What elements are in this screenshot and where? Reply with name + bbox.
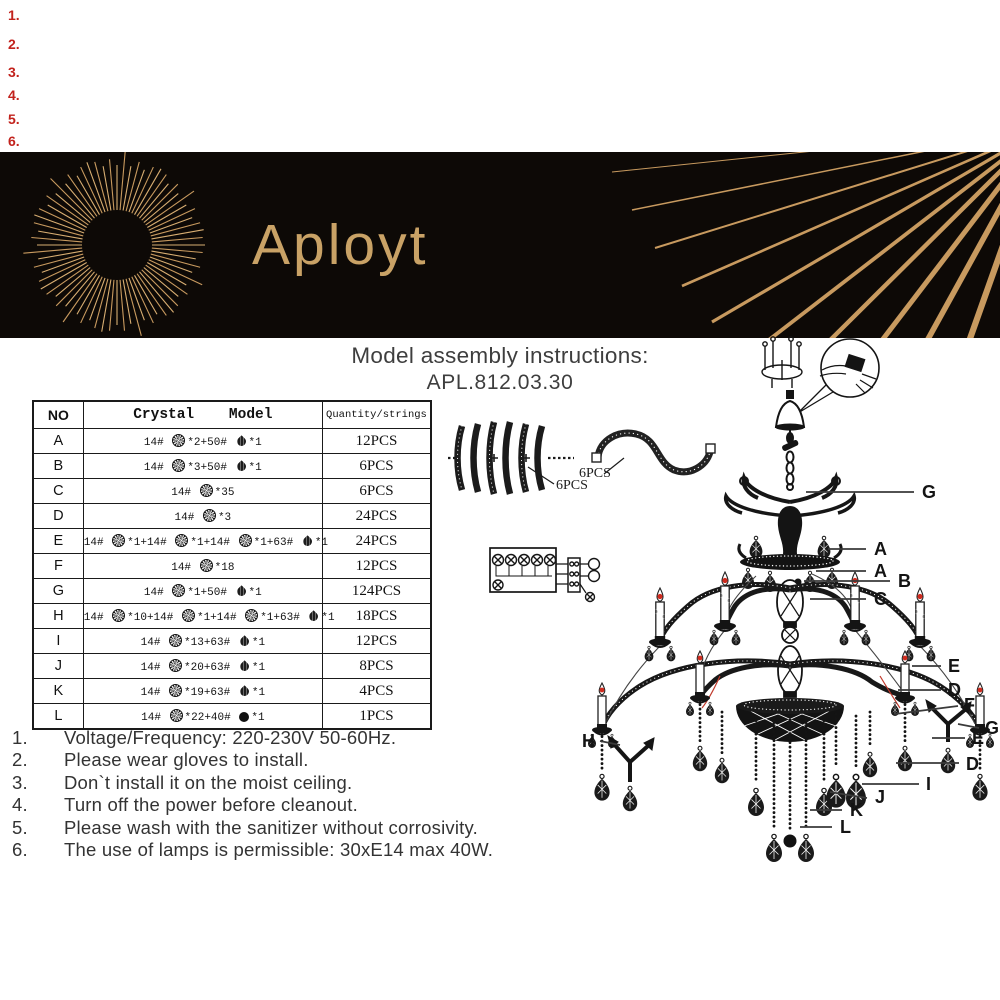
crystal-drop <box>826 774 845 807</box>
brand-wordmark: Aployt <box>252 213 429 277</box>
crystal-drop <box>715 758 729 783</box>
crystal-drop <box>941 748 955 773</box>
faceted-ball-icon <box>203 509 216 522</box>
faceted-ball-icon <box>169 659 182 672</box>
instructions-list <box>8 727 528 861</box>
table-row <box>33 679 431 704</box>
crystal-drop <box>972 774 987 800</box>
crystal-model-formula: 14# *35 <box>83 479 322 504</box>
quantity-cell: 4PCS <box>322 679 431 704</box>
instruction-item <box>8 794 528 816</box>
table-row <box>33 629 431 654</box>
crystal-drop <box>766 834 782 862</box>
ceiling-mount-detail <box>762 337 802 388</box>
row-letter: G <box>33 579 83 604</box>
table-row <box>33 704 431 730</box>
crystal-model-formula: 14# *1+50# *1 <box>83 579 322 604</box>
quantity-cell: 8PCS <box>322 654 431 679</box>
quantity-cell: 6PCS <box>322 454 431 479</box>
instruction-item <box>8 839 528 861</box>
table-row <box>33 554 431 579</box>
faceted-ball-icon <box>169 634 182 647</box>
upper-bobeche-plate <box>740 554 840 570</box>
chandelier-diagram <box>560 330 1000 870</box>
canopy <box>775 390 805 431</box>
chandelier-part-label: I <box>926 774 932 794</box>
top-index-number: 4. <box>8 87 20 103</box>
row-letter: D <box>33 504 83 529</box>
chandelier-part-label: A <box>874 561 887 581</box>
faceted-ball-icon <box>170 709 183 722</box>
faceted-ball-icon <box>172 434 185 447</box>
instruction-text: Please wash with the sanitizer without corrosivity. <box>64 816 478 838</box>
instruction-item <box>8 772 528 794</box>
instruction-number: 5. <box>12 816 28 838</box>
teardrop-crystal-icon <box>308 610 321 623</box>
magnifier-detail <box>798 339 879 413</box>
faceted-ball-icon <box>182 609 195 622</box>
quantity-cell: 1PCS <box>322 704 431 730</box>
header-no: NO <box>33 401 83 429</box>
crystal-model-formula: 14# *1+14# *1+14# *1+63# *1 <box>83 529 322 554</box>
chandelier-part-label: E <box>972 728 985 748</box>
row-letter: L <box>33 704 83 730</box>
instruction-text: Don`t install it on the moist ceiling. <box>64 771 353 793</box>
table-header-row <box>33 401 431 429</box>
instruction-number: 4. <box>12 794 28 816</box>
hanging-chain <box>782 430 799 490</box>
table-row <box>33 479 431 504</box>
table-row <box>33 504 431 529</box>
chandelier-part-label: C <box>874 589 887 609</box>
chandelier-part-label: G <box>985 718 1000 738</box>
crystal-drop <box>898 746 912 771</box>
quantity-cell: 18PCS <box>322 604 431 629</box>
chandelier-part-label: D <box>966 754 979 774</box>
chandelier-part-label: B <box>898 571 911 591</box>
central-column <box>777 580 803 697</box>
teardrop-crystal-icon <box>235 435 248 448</box>
row-letter: F <box>33 554 83 579</box>
s-arm-qty-callout: 6PCS <box>579 466 611 481</box>
bead-strands <box>602 700 980 832</box>
crystal-model-formula: 14# *20+63# *1 <box>83 654 322 679</box>
row-letter: K <box>33 679 83 704</box>
row-letter: A <box>33 429 83 454</box>
faceted-ball-icon <box>112 609 125 622</box>
chandelier-part-label: E <box>948 656 961 676</box>
teardrop-crystal-icon <box>238 635 251 648</box>
crystal-drop <box>623 786 637 811</box>
table-row <box>33 429 431 454</box>
instruction-text: Voltage/Frequency: 220-230V 50-60Hz. <box>64 727 397 748</box>
row-letter: H <box>33 604 83 629</box>
crystal-model-formula: 14# *3+50# *1 <box>83 454 322 479</box>
chandelier-part-label: G <box>922 482 937 502</box>
crystal-drop <box>750 536 763 558</box>
table-row <box>33 454 431 479</box>
row-letter: C <box>33 479 83 504</box>
top-index-number: 3. <box>8 64 20 80</box>
parts-table <box>32 400 432 730</box>
instruction-text: Turn off the power before cleanout. <box>64 794 358 816</box>
top-index-number: 5. <box>8 111 20 127</box>
quantity-cell: 24PCS <box>322 504 431 529</box>
teardrop-crystal-icon <box>238 685 251 698</box>
quantity-cell: 6PCS <box>322 479 431 504</box>
instruction-item <box>8 749 528 771</box>
teardrop-crystal-icon <box>301 535 314 548</box>
top-urn <box>778 506 802 554</box>
crystal-model-formula: 14# *19+63# *1 <box>83 679 322 704</box>
solid-ball-pendant <box>784 835 797 848</box>
top-index-number: 6. <box>8 133 20 149</box>
faceted-ball-icon <box>169 684 182 697</box>
crystal-model-formula: 14# *13+63# *1 <box>83 629 322 654</box>
page-title: Model assembly instructions: <box>351 343 649 368</box>
quantity-cell: 124PCS <box>322 579 431 604</box>
instruction-item <box>8 727 528 749</box>
faceted-ball-icon <box>245 609 258 622</box>
instruction-number: 1. <box>12 727 28 748</box>
crystal-model-formula: 14# *10+14# *1+14# *1+63# *1 <box>83 604 322 629</box>
crystal-drop <box>798 834 814 862</box>
candle <box>891 651 919 716</box>
row-letter: I <box>33 629 83 654</box>
table-row <box>33 579 431 604</box>
faceted-ball-icon <box>200 484 213 497</box>
crystal-model-formula: 14# *3 <box>83 504 322 529</box>
chandelier-part-label: J <box>875 787 886 807</box>
model-number: APL.812.03.30 <box>426 371 574 394</box>
crystal-drop <box>863 752 877 777</box>
crystal-drop <box>594 774 609 800</box>
arm-bundle-qty-callout: 6PCS <box>556 478 588 493</box>
crystal-model-formula: 14# *2+50# *1 <box>83 429 322 454</box>
quantity-cell: 24PCS <box>322 529 431 554</box>
chandelier-part-label: F <box>964 695 975 715</box>
quantity-cell: 12PCS <box>322 629 431 654</box>
chandelier-part-label: K <box>850 800 863 820</box>
table-row <box>33 604 431 629</box>
quantity-cell: 12PCS <box>322 429 431 454</box>
instruction-text: Please wear gloves to install. <box>64 749 309 771</box>
row-letter: J <box>33 654 83 679</box>
lamp-symbols <box>493 555 556 591</box>
crystal-model-formula: 14# *22+40# *1 <box>83 704 322 730</box>
row-letter: B <box>33 454 83 479</box>
crystal-drop <box>818 536 831 558</box>
faceted-ball-icon <box>112 534 125 547</box>
table-row <box>33 654 431 679</box>
faceted-ball-icon <box>239 534 252 547</box>
teardrop-crystal-icon <box>235 460 248 473</box>
instruction-number: 2. <box>12 749 28 771</box>
faceted-ball-icon <box>172 459 185 472</box>
instruction-number: 6. <box>12 839 28 861</box>
chandelier-part-label: L <box>840 817 851 837</box>
top-index-number: 1. <box>8 7 20 23</box>
instruction-text: The use of lamps is permissible: 30xE14 max 40W. <box>64 839 494 861</box>
header-model: Crystal Model <box>83 401 322 429</box>
row-letter: E <box>33 529 83 554</box>
top-index-number: 2. <box>8 36 20 52</box>
crystal-drop <box>748 788 764 816</box>
header-qty: Quantity/strings <box>322 401 431 429</box>
chandelier-part-label: D <box>948 680 961 700</box>
instruction-item <box>8 817 528 839</box>
brand-banner <box>0 152 1000 338</box>
chandelier-part-label: H <box>582 731 595 751</box>
teardrop-crystal-icon <box>238 660 251 673</box>
faceted-ball-icon <box>200 559 213 572</box>
corner-rays-decoration <box>0 152 1000 338</box>
crystal-drop <box>693 746 707 771</box>
crystal-branch-left <box>608 736 654 782</box>
instruction-number: 3. <box>12 771 28 793</box>
solid-ball-icon <box>239 712 249 722</box>
quantity-cell: 12PCS <box>322 554 431 579</box>
teardrop-crystal-icon <box>235 585 248 598</box>
faceted-ball-icon <box>172 584 185 597</box>
chandelier-part-label: A <box>874 539 887 559</box>
table-row <box>33 529 431 554</box>
crystal-model-formula: 14# *18 <box>83 554 322 579</box>
faceted-ball-icon <box>175 534 188 547</box>
